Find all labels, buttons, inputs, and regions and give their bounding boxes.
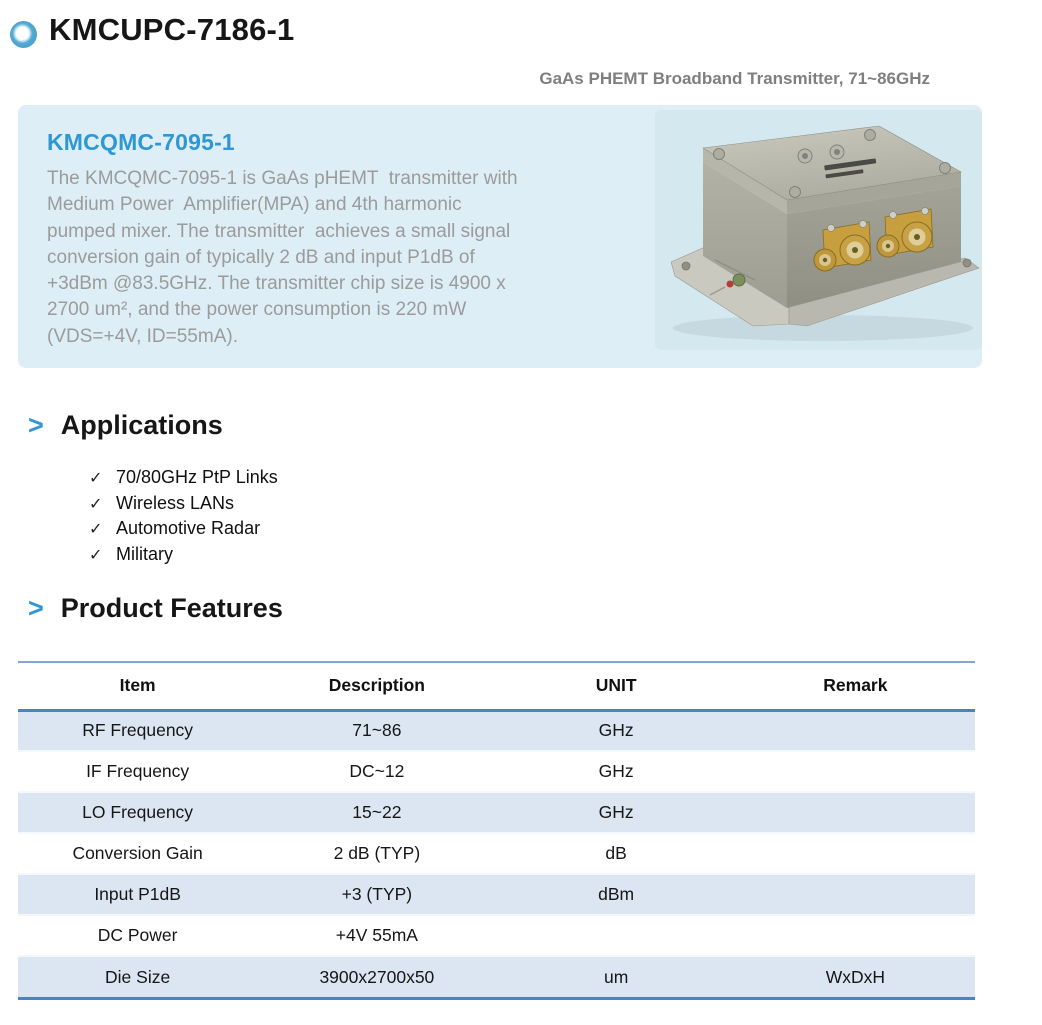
cell-item: Input P1dB: [94, 884, 181, 904]
cell-unit: dB: [605, 843, 627, 863]
applications-heading-label: Applications: [60, 410, 223, 440]
cell-item: RF Frequency: [82, 720, 194, 741]
cell-remark: [736, 751, 975, 792]
description-line: +3dBm @83.5GHz. The transmitter chip size is 4900 x: [47, 273, 506, 295]
page-title: KMCUPC-7186-1: [49, 12, 295, 47]
cell-description: 3900x2700x50: [319, 966, 435, 987]
cell-remark: [736, 833, 975, 874]
cell-unit: GHz: [598, 802, 634, 822]
cell-remark: [736, 710, 975, 751]
cell-description: +4V 55mA: [335, 925, 418, 945]
table-row: [18, 710, 975, 751]
list-item-label: Wireless LANs: [116, 492, 235, 513]
title-bullet-icon: [10, 21, 37, 48]
cell-remark: [736, 915, 975, 956]
list-item: [89, 544, 278, 570]
cell-remark: [736, 874, 975, 915]
checkmark-icon: ✓: [89, 546, 103, 564]
column-header-unit: UNIT: [497, 663, 736, 710]
cell-item: DC Power: [97, 925, 178, 945]
cell-remark: WxDxH: [825, 966, 886, 987]
cell-item: LO Frequency: [82, 802, 194, 822]
cell-unit: GHz: [598, 761, 634, 781]
checkmark-icon: ✓: [89, 470, 103, 487]
product-model-heading: KMCQMC-7095-1: [47, 129, 235, 155]
cell-description: 71~86: [352, 720, 402, 741]
table-row: [18, 833, 975, 874]
table-row: [18, 874, 975, 915]
overview-panel: [18, 105, 982, 368]
list-item-label: Military: [116, 543, 173, 564]
list-item: [89, 467, 278, 493]
list-item-label: Automotive Radar: [116, 518, 261, 538]
list-item-label: 70/80GHz PtP Links: [116, 467, 278, 487]
features-table: [18, 661, 975, 1000]
product-description: [47, 166, 518, 350]
table-row: [18, 792, 975, 833]
cell-item: IF Frequency: [86, 761, 190, 781]
column-header-description: Description: [257, 663, 496, 710]
description-line: conversion gain of typically 2 dB and input P1dB of: [47, 246, 475, 268]
cell-description: 2 dB (TYP): [333, 843, 421, 863]
cell-unit: GHz: [598, 720, 634, 741]
table-row: [18, 956, 975, 997]
description-line: 2700 um², and the power consumption is 220 mW: [47, 299, 467, 321]
cell-item: Conversion Gain: [72, 843, 203, 863]
description-line: (VDS=+4V, ID=55mA).: [47, 325, 238, 347]
list-item: [89, 518, 278, 544]
cell-unit: um: [603, 966, 629, 987]
page-subtitle: GaAs PHEMT Broadband Transmitter, 71~86GHz: [539, 69, 930, 88]
column-header-item: Item: [18, 663, 257, 710]
list-item: [89, 493, 278, 519]
cell-description: DC~12: [349, 761, 405, 781]
description-line: pumped mixer. The transmitter achieves a small signal: [47, 220, 511, 242]
column-header-remark: Remark: [736, 663, 975, 710]
cell-unit: dBm: [598, 884, 635, 904]
table-row: [18, 915, 975, 956]
product-photo: [655, 110, 982, 350]
description-line: Medium Power Amplifier(MPA) and 4th harmonic: [47, 194, 462, 216]
cell-unit: [497, 915, 736, 956]
applications-list: [89, 467, 278, 569]
features-heading-label: Product Features: [60, 593, 283, 623]
cell-description: +3 (TYP): [341, 884, 413, 904]
checkmark-icon: ✓: [89, 495, 103, 513]
cell-item: Die Size: [105, 966, 171, 987]
table-header-row: [18, 663, 975, 710]
applications-heading: [28, 410, 223, 441]
table-row: [18, 751, 975, 792]
description-line: The KMCQMC-7095-1 is GaAs pHEMT transmitter with: [47, 168, 518, 189]
checkmark-icon: ✓: [89, 521, 103, 538]
section-marker: >: [28, 593, 44, 623]
cell-remark: [736, 792, 975, 833]
cell-description: 15~22: [352, 802, 402, 822]
product-features-heading: [28, 593, 283, 624]
section-marker: >: [28, 410, 44, 440]
